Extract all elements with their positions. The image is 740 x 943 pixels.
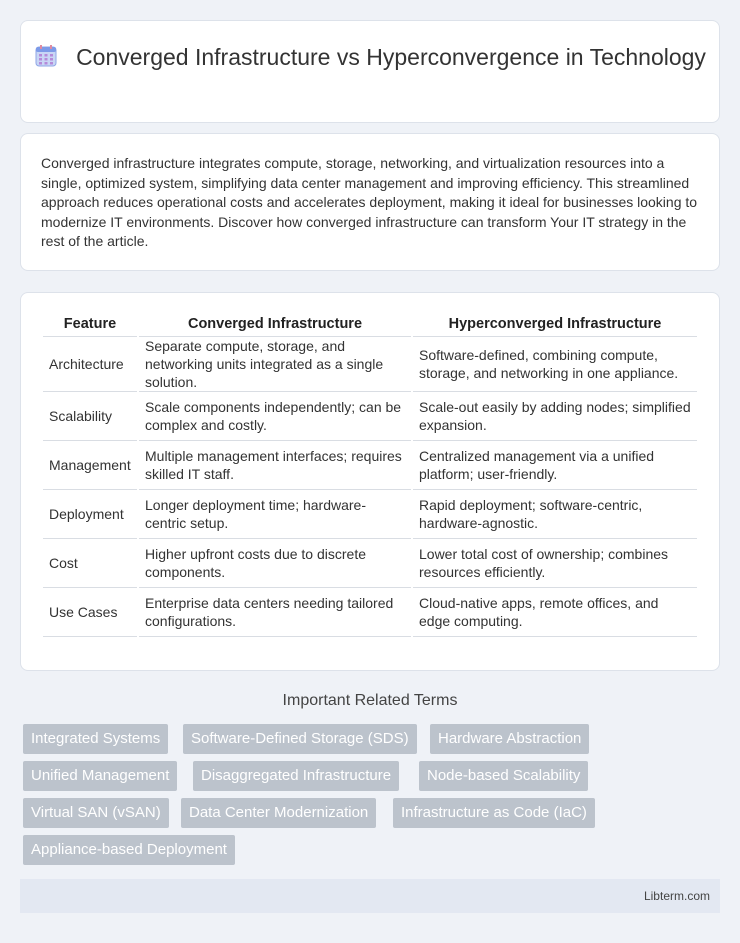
- intro-card: [20, 133, 720, 271]
- hyperconverged-cell: Centralized management via a unified platform; user-friendly.: [413, 441, 697, 490]
- feature-cell: Architecture: [43, 337, 137, 392]
- hyperconverged-cell: Software-defined, combining compute, storage, and networking in one appliance.: [413, 337, 697, 392]
- table-header-row: [43, 315, 697, 337]
- title-card: [20, 20, 720, 123]
- converged-cell: Enterprise data centers needing tailored configurations.: [139, 588, 411, 637]
- table-row: [43, 392, 697, 441]
- feature-cell: Scalability: [43, 392, 137, 441]
- comparison-card: [20, 292, 720, 671]
- tag-unified-management[interactable]: Unified Management: [23, 761, 177, 791]
- tag-data-center-modernization[interactable]: Data Center Modernization: [181, 798, 376, 828]
- hyperconverged-cell: Lower total cost of ownership; combines resources efficiently.: [413, 539, 697, 588]
- related-terms-heading: Important Related Terms: [282, 692, 458, 709]
- hyperconverged-cell: Cloud-native apps, remote offices, and edge computing.: [413, 588, 697, 637]
- calendar-icon: [34, 44, 58, 68]
- feature-cell: Use Cases: [43, 588, 137, 637]
- header-feature: Feature: [43, 315, 137, 337]
- tag-appliance-based-deployment[interactable]: Appliance-based Deployment: [23, 835, 235, 865]
- table-row: [43, 441, 697, 490]
- footer-site-link[interactable]: Libterm.com: [643, 889, 710, 903]
- page-title: [21, 43, 719, 72]
- feature-cell: Management: [43, 441, 137, 490]
- header-converged: Converged Infrastructure: [139, 315, 411, 337]
- table-row: [43, 539, 697, 588]
- feature-cell: Cost: [43, 539, 137, 588]
- tag-disaggregated-infrastructure[interactable]: Disaggregated Infrastructure: [193, 761, 399, 791]
- header-hyperconverged: Hyperconverged Infrastructure: [413, 315, 697, 337]
- comparison-table: [41, 315, 699, 637]
- hyperconverged-cell: Rapid deployment; software-centric, hardware-agnostic.: [413, 490, 697, 539]
- converged-cell: Longer deployment time; hardware-centric setup.: [139, 490, 411, 539]
- tag-hardware-abstraction[interactable]: Hardware Abstraction: [430, 724, 589, 754]
- table-row: [43, 588, 697, 637]
- tag-node-based-scalability[interactable]: Node-based Scalability: [419, 761, 588, 791]
- converged-cell: Separate compute, storage, and networking units integrated as a single solution.: [139, 337, 411, 392]
- tag-software-defined-storage[interactable]: Software-Defined Storage (SDS): [183, 724, 417, 754]
- intro-paragraph: Converged infrastructure integrates compute, storage, networking, and virtualization resources into a single, optimized system, simplifying data center management and improving efficiency. This streamlined approach reduces operational costs and accelerates deployment, making it ideal for businesses looking to modernize IT environments. Discover how converged infrastructure can transform Your IT strategy in the rest of the article.: [41, 155, 698, 249]
- converged-cell: Multiple management interfaces; requires skilled IT staff.: [139, 441, 411, 490]
- table-row: [43, 337, 697, 392]
- converged-cell: Scale components independently; can be complex and costly.: [139, 392, 411, 441]
- feature-cell: Deployment: [43, 490, 137, 539]
- tag-infrastructure-as-code[interactable]: Infrastructure as Code (IaC): [393, 798, 595, 828]
- tag-integrated-systems[interactable]: Integrated Systems: [23, 724, 168, 754]
- hyperconverged-cell: Scale-out easily by adding nodes; simplified expansion.: [413, 392, 697, 441]
- table-row: [43, 490, 697, 539]
- converged-cell: Higher upfront costs due to discrete components.: [139, 539, 411, 588]
- tag-virtual-san[interactable]: Virtual SAN (vSAN): [23, 798, 169, 828]
- footer: [20, 879, 720, 913]
- title-text: Converged Infrastructure vs Hyperconvergence in Technology: [76, 44, 706, 70]
